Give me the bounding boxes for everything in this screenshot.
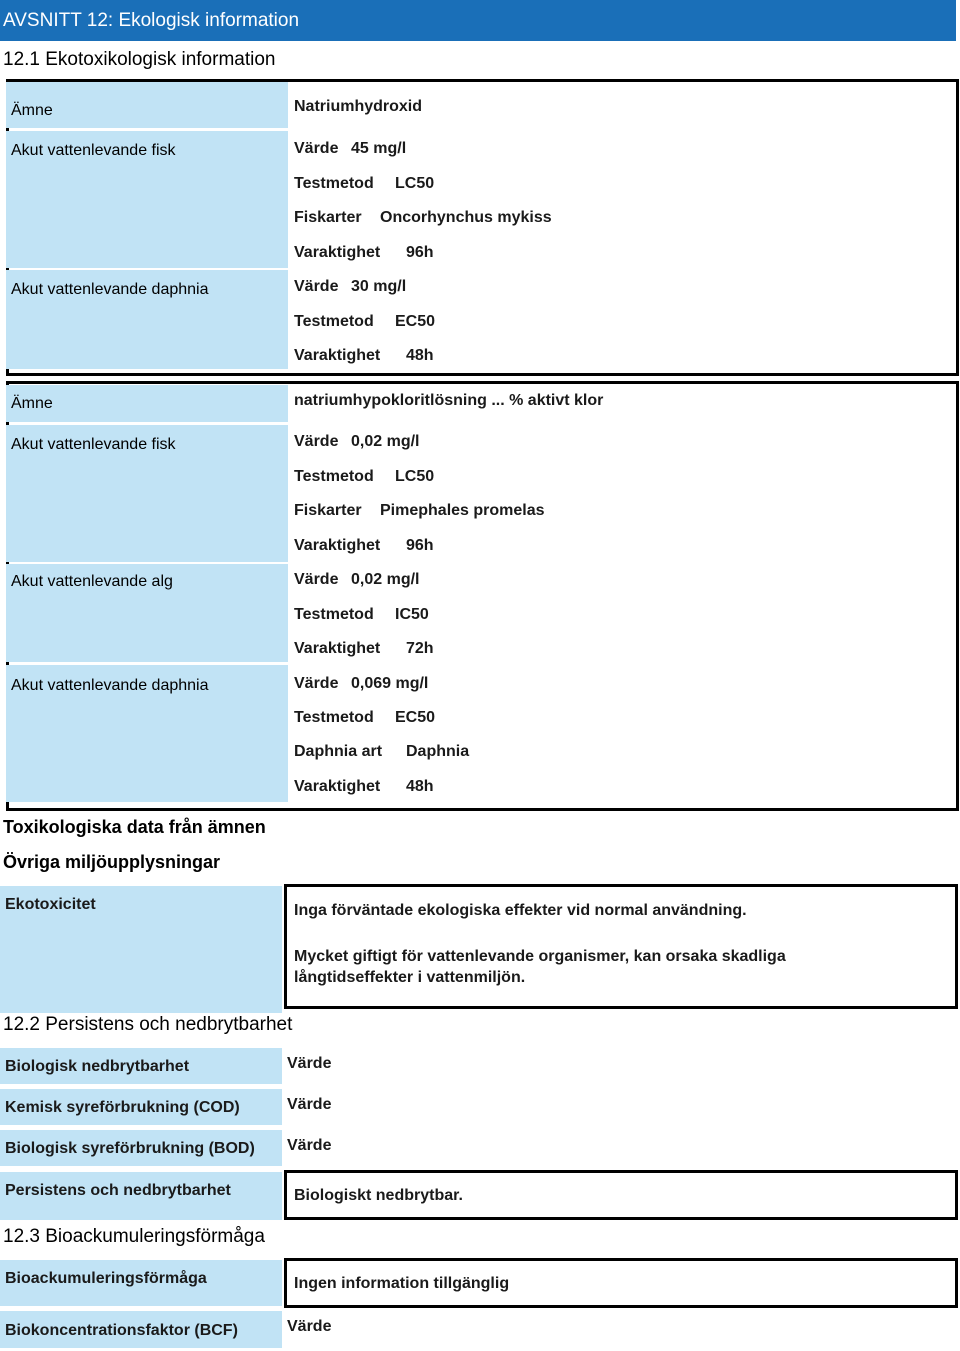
varaktighet-key: Varaktighet	[294, 244, 381, 261]
bioack-label: Bioackumuleringsförmåga	[0, 1260, 282, 1306]
cod-value: Värde	[287, 1096, 332, 1113]
amne-label: Ämne	[6, 385, 288, 422]
cod-label: Kemisk syreförbrukning (COD)	[0, 1089, 282, 1125]
ovriga-title: Övriga miljöupplysningar	[3, 852, 221, 872]
fisk-label: Akut vattenlevande fisk	[6, 425, 288, 562]
fiskarter-key: Fiskarter	[294, 502, 362, 519]
ekotox-line1: Inga förväntade ekologiska effekter vid normal användning.	[294, 902, 747, 919]
subsection-title-12-2: 12.2 Persistens och nedbrytbarhet	[3, 1014, 293, 1035]
testmetod-key: Testmetod	[294, 468, 374, 485]
fiskarter-value: Oncorhynchus mykiss	[380, 209, 552, 226]
testmetod-value: LC50	[395, 468, 435, 485]
testmetod-value: LC50	[395, 175, 435, 192]
varaktighet-key: Varaktighet	[294, 778, 381, 795]
fiskarter-value: Pimephales promelas	[380, 502, 545, 519]
varaktighet-value: 48h	[406, 347, 434, 364]
testmetod-key: Testmetod	[294, 606, 374, 623]
testmetod-value: EC50	[395, 709, 436, 726]
varaktighet-value: 96h	[406, 537, 434, 554]
varde-value: 0,02 mg/l	[351, 433, 420, 450]
amne-label: Ämne	[6, 82, 288, 128]
pn-label: Persistens och nedbrytbarhet	[0, 1172, 282, 1220]
subsection-title-12-3: 12.3 Bioackumuleringsförmåga	[3, 1226, 265, 1247]
bio-label: Biologisk nedbrytbarhet	[0, 1048, 282, 1084]
varde-key: Värde	[294, 278, 339, 295]
ekotox-line2: Mycket giftigt för vattenlevande organismer, kan orsaka skadliga långtidseffekter i vattenmiljön.	[294, 948, 786, 986]
varaktighet-value: 48h	[406, 778, 434, 795]
daphnia-label: Akut vattenlevande daphnia	[6, 665, 288, 802]
varde-key: Värde	[294, 140, 339, 157]
daphnia-label: Akut vattenlevande daphnia	[6, 270, 288, 369]
amne-value: natriumhypokloritlösning ... % aktivt klor	[294, 392, 604, 409]
testmetod-key: Testmetod	[294, 175, 374, 192]
daphnia-art-value: Daphnia	[406, 743, 470, 760]
varaktighet-key: Varaktighet	[294, 537, 381, 554]
bcf-label: Biokoncentrationsfaktor (BCF)	[0, 1311, 282, 1348]
varaktighet-value: 96h	[406, 244, 434, 261]
bioack-value: Ingen information tillgänglig	[294, 1275, 510, 1292]
varaktighet-key: Varaktighet	[294, 347, 381, 364]
varde-value: 45 mg/l	[351, 140, 407, 157]
varde-value: 0,069 mg/l	[351, 675, 429, 692]
bcf-value: Värde	[287, 1318, 332, 1335]
fisk-label: Akut vattenlevande fisk	[6, 131, 288, 268]
testmetod-value: EC50	[395, 313, 436, 330]
section-header: AVSNITT 12: Ekologisk information	[0, 0, 956, 41]
testmetod-value: IC50	[395, 606, 429, 623]
pn-value: Biologiskt nedbrytbar.	[294, 1187, 463, 1204]
alg-label: Akut vattenlevande alg	[6, 564, 288, 662]
testmetod-key: Testmetod	[294, 313, 374, 330]
varaktighet-value: 72h	[406, 640, 434, 657]
varde-value: 0,02 mg/l	[351, 571, 420, 588]
varde-key: Värde	[294, 675, 339, 692]
fiskarter-key: Fiskarter	[294, 209, 362, 226]
testmetod-key: Testmetod	[294, 709, 374, 726]
bod-value: Värde	[287, 1137, 332, 1154]
varde-key: Värde	[294, 433, 339, 450]
ekotox-label: Ekotoxicitet	[0, 886, 282, 1013]
subsection-title-12-1: 12.1 Ekotoxikologisk information	[3, 49, 276, 70]
varaktighet-key: Varaktighet	[294, 640, 381, 657]
bio-value: Värde	[287, 1055, 332, 1072]
varde-key: Värde	[294, 571, 339, 588]
amne-value: Natriumhydroxid	[294, 98, 423, 115]
varde-value: 30 mg/l	[351, 278, 407, 295]
daphnia-art-key: Daphnia art	[294, 743, 383, 760]
bod-label: Biologisk syreförbrukning (BOD)	[0, 1130, 282, 1166]
tox-title: Toxikologiska data från ämnen	[3, 817, 266, 837]
